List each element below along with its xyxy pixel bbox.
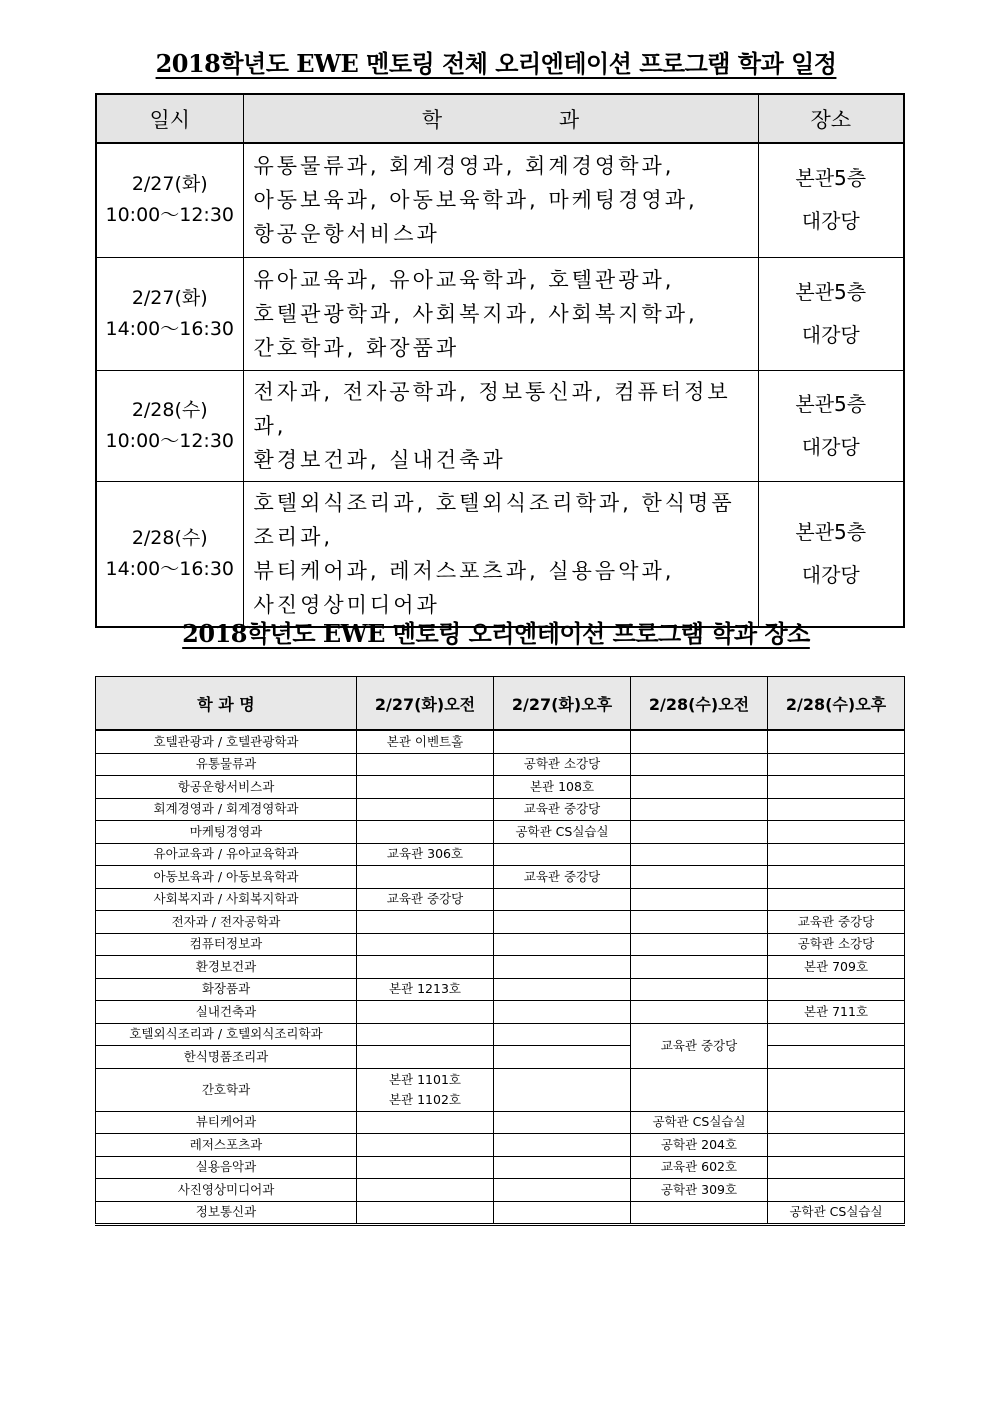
cell-0227-am — [357, 1001, 494, 1024]
schedule-header-row — [96, 94, 904, 143]
dept-name: 전자과 / 전자공학과 — [96, 911, 357, 934]
schedule-date: 2/27(화) 14:00～16:30 — [96, 257, 243, 370]
cell-0228-pm — [768, 866, 905, 889]
cell-0228-am — [631, 753, 768, 776]
table-row — [96, 911, 905, 934]
cell-0228-pm — [768, 843, 905, 866]
dept-name: 레저스포츠과 — [96, 1134, 357, 1157]
cell-0228-pm — [768, 1134, 905, 1157]
cell-0228-am — [631, 866, 768, 889]
schedule-row — [96, 143, 904, 257]
cell-0227-pm: 공학관 CS실습실 — [494, 821, 631, 844]
dept-name: 아동보육과 / 아동보육학과 — [96, 866, 357, 889]
dept-name: 항공운항서비스과 — [96, 776, 357, 799]
schedule-date: 2/27(화) 10:00～12:30 — [96, 143, 243, 257]
cell-0228-am — [631, 1001, 768, 1024]
table-row — [96, 888, 905, 911]
cell-0227-pm: 교육관 중강당 — [494, 866, 631, 889]
cell-0228-pm — [768, 730, 905, 753]
cell-0228-am — [631, 776, 768, 799]
cell-0227-pm — [494, 1001, 631, 1024]
cell-0228-am — [631, 798, 768, 821]
cell-0227-am — [357, 956, 494, 979]
cell-0228-pm — [768, 798, 905, 821]
schedule-departments: 유통물류과, 회계경영과, 회계경영학과, 아동보육과, 아동보육학과, 마케팅경영과, 항공운항서비스과 — [243, 143, 758, 257]
cell-0228-pm — [768, 888, 905, 911]
table-row — [96, 1201, 905, 1225]
header-0228-pm: 2/28(수)오후 — [768, 677, 905, 731]
header-0227-am: 2/27(화)오전 — [357, 677, 494, 731]
dept-name: 환경보건과 — [96, 956, 357, 979]
cell-0227-am — [357, 821, 494, 844]
header-date: 일시 — [96, 94, 243, 143]
cell-0227-am — [357, 798, 494, 821]
cell-0228-pm — [768, 1179, 905, 1202]
dept-name: 사회복지과 / 사회복지학과 — [96, 888, 357, 911]
schedule-row — [96, 257, 904, 370]
cell-0228-am — [631, 911, 768, 934]
table-row — [96, 956, 905, 979]
table-row — [96, 753, 905, 776]
dept-name: 화장품과 — [96, 978, 357, 1001]
cell-0228-pm — [768, 1156, 905, 1179]
dept-name: 간호학과 — [96, 1068, 357, 1111]
cell-0227-pm — [494, 843, 631, 866]
cell-0228-am — [631, 1201, 768, 1225]
cell-0227-pm — [494, 956, 631, 979]
dept-name: 뷰티케어과 — [96, 1111, 357, 1134]
schedule-title: 2018학년도 EWE 멘토링 전체 오리엔테이션 프로그램 학과 일정 — [155, 49, 837, 78]
cell-0228-pm: 공학관 소강당 — [768, 933, 905, 956]
cell-0227-am: 본관 1101호 본관 1102호 — [357, 1068, 494, 1111]
cell-0227-am — [357, 1156, 494, 1179]
table-row — [96, 1111, 905, 1134]
cell-0227-am — [357, 1201, 494, 1225]
cell-0228-am — [631, 1068, 768, 1111]
cell-0227-pm — [494, 1023, 631, 1046]
cell-0227-am: 교육관 중강당 — [357, 888, 494, 911]
cell-0228-pm: 본관 709호 — [768, 956, 905, 979]
table-row — [96, 776, 905, 799]
dept-name: 컴퓨터정보과 — [96, 933, 357, 956]
table-row — [96, 798, 905, 821]
cell-0227-am — [357, 1023, 494, 1046]
dept-name: 한식명품조리과 — [96, 1046, 357, 1069]
dept-name: 정보통신과 — [96, 1201, 357, 1225]
dept-name: 실용음악과 — [96, 1156, 357, 1179]
schedule-place: 본관5층 대강당 — [758, 257, 904, 370]
cell-0227-am — [357, 866, 494, 889]
cell-0228-am — [631, 956, 768, 979]
cell-0227-pm — [494, 933, 631, 956]
locations-title: 2018학년도 EWE 멘토링 오리엔테이션 프로그램 학과 장소 — [182, 619, 810, 648]
cell-0228-am — [631, 978, 768, 1001]
cell-0227-pm: 교육관 중강당 — [494, 798, 631, 821]
cell-0228-am — [631, 888, 768, 911]
cell-0227-pm — [494, 1201, 631, 1225]
cell-0227-pm — [494, 1046, 631, 1069]
schedule-table — [95, 93, 905, 628]
header-place: 장소 — [758, 94, 904, 143]
cell-0228-pm — [768, 1023, 905, 1046]
cell-0227-am — [357, 1046, 494, 1069]
table-row — [96, 1068, 905, 1111]
cell-0227-pm — [494, 1156, 631, 1179]
dept-name: 실내건축과 — [96, 1001, 357, 1024]
dept-name: 호텔외식조리과 / 호텔외식조리학과 — [96, 1023, 357, 1046]
header-0228-am: 2/28(수)오전 — [631, 677, 768, 731]
cell-0228-pm — [768, 1046, 905, 1069]
schedule-place: 본관5층 대강당 — [758, 143, 904, 257]
cell-0227-am — [357, 776, 494, 799]
header-dept-name: 학 과 명 — [96, 677, 357, 731]
cell-0227-pm — [494, 1134, 631, 1157]
dept-name: 회계경영과 / 회계경영학과 — [96, 798, 357, 821]
table-row — [96, 1134, 905, 1157]
table-row — [96, 1046, 905, 1069]
cell-0227-am — [357, 1111, 494, 1134]
cell-0228-am: 교육관 602호 — [631, 1156, 768, 1179]
header-dept: 학 과 — [243, 94, 758, 143]
dept-name: 호텔관광과 / 호텔관광학과 — [96, 730, 357, 753]
cell-0228-am: 공학관 309호 — [631, 1179, 768, 1202]
locations-table — [95, 676, 905, 1226]
table-row — [96, 866, 905, 889]
cell-0228-pm: 교육관 중강당 — [768, 911, 905, 934]
cell-0227-am — [357, 1134, 494, 1157]
cell-0227-pm: 본관 108호 — [494, 776, 631, 799]
cell-0228-am: 공학관 204호 — [631, 1134, 768, 1157]
cell-0227-am — [357, 753, 494, 776]
cell-0228-pm: 공학관 CS실습실 — [768, 1201, 905, 1225]
cell-0227-am: 교육관 306호 — [357, 843, 494, 866]
cell-0228-pm: 본관 711호 — [768, 1001, 905, 1024]
schedule-place: 본관5층 대강당 — [758, 370, 904, 481]
cell-0228-pm — [768, 753, 905, 776]
table-row — [96, 1001, 905, 1024]
cell-0228-pm — [768, 1111, 905, 1134]
cell-0228-pm — [768, 821, 905, 844]
cell-0228-am — [631, 843, 768, 866]
schedule-place: 본관5층 대강당 — [758, 481, 904, 627]
schedule-departments: 전자과, 전자공학과, 정보통신과, 컴퓨터정보과, 환경보건과, 실내건축과 — [243, 370, 758, 481]
cell-0227-am: 본관 1213호 — [357, 978, 494, 1001]
cell-0227-pm — [494, 911, 631, 934]
cell-0227-pm — [494, 978, 631, 1001]
table-row — [96, 933, 905, 956]
cell-0228-pm — [768, 776, 905, 799]
table-row — [96, 1179, 905, 1202]
dept-name: 마케팅경영과 — [96, 821, 357, 844]
dept-name: 유아교육과 / 유아교육학과 — [96, 843, 357, 866]
table-row — [96, 730, 905, 753]
cell-0228-am — [631, 821, 768, 844]
cell-0228-am: 교육관 중강당 — [631, 1023, 768, 1068]
cell-0227-pm — [494, 888, 631, 911]
locations-header-row — [96, 677, 905, 731]
cell-0227-am — [357, 911, 494, 934]
table-row — [96, 1156, 905, 1179]
table-row — [96, 978, 905, 1001]
table-row — [96, 843, 905, 866]
cell-0227-am — [357, 1179, 494, 1202]
schedule-row — [96, 370, 904, 481]
cell-0227-pm: 공학관 소강당 — [494, 753, 631, 776]
cell-0228-pm — [768, 1068, 905, 1111]
cell-0228-am — [631, 933, 768, 956]
cell-0228-am — [631, 730, 768, 753]
schedule-row — [96, 481, 904, 627]
cell-0227-pm — [494, 1111, 631, 1134]
cell-0228-pm — [768, 978, 905, 1001]
cell-0227-am: 본관 이벤트홀 — [357, 730, 494, 753]
cell-0227-pm — [494, 730, 631, 753]
cell-0227-am — [357, 933, 494, 956]
dept-name: 사진영상미디어과 — [96, 1179, 357, 1202]
cell-0228-am: 공학관 CS실습실 — [631, 1111, 768, 1134]
cell-0227-pm — [494, 1068, 631, 1111]
cell-0227-pm — [494, 1179, 631, 1202]
schedule-date: 2/28(수) 14:00～16:30 — [96, 481, 243, 627]
dept-name: 유통물류과 — [96, 753, 357, 776]
schedule-date: 2/28(수) 10:00～12:30 — [96, 370, 243, 481]
table-row — [96, 821, 905, 844]
header-0227-pm: 2/27(화)오후 — [494, 677, 631, 731]
schedule-departments: 호텔외식조리과, 호텔외식조리학과, 한식명품조리과, 뷰티케어과, 레저스포츠과, 실용음악과, 사진영상미디어과 — [243, 481, 758, 627]
schedule-departments: 유아교육과, 유아교육학과, 호텔관광과, 호텔관광학과, 사회복지과, 사회복지학과, 간호학과, 화장품과 — [243, 257, 758, 370]
table-row — [96, 1023, 905, 1046]
